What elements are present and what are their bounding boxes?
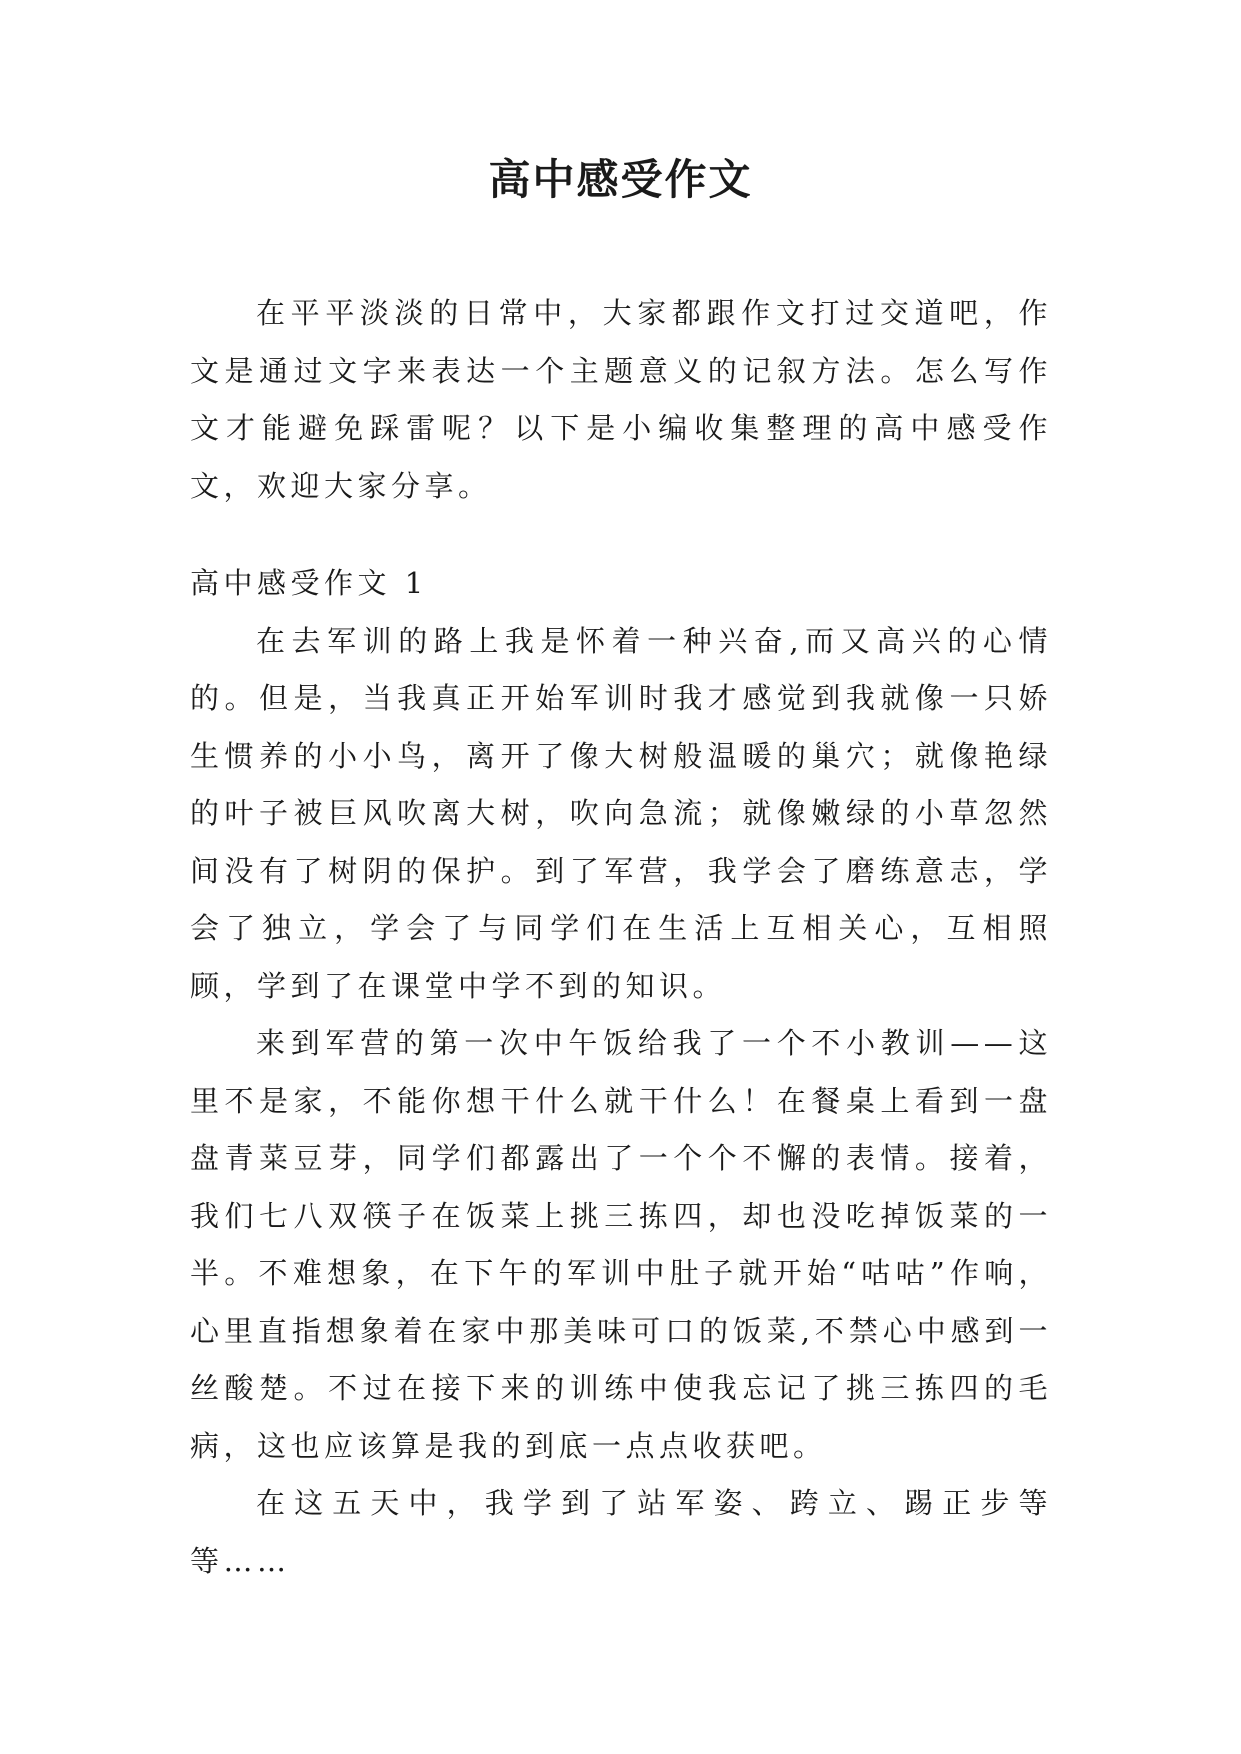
body-paragraph-1: 在去军训的路上我是怀着一种兴奋,而又高兴的心情的。但是，当我真正开始军训时我才感觉到我就像一只娇生惯养的小小鸟，离开了像大树般温暖的巢穴；就像艳绿的叶子被巨风吹离大树，吹向急流；就像嫩绿的小草忽然间没有了树阴的保护。到了军营，我学会了磨练意志，学会了独立，学会了与同学们在生活上互相关心，互相照顾，学到了在课堂中学不到的知识。 xyxy=(190,623,1052,1003)
document-body xyxy=(190,285,1052,1590)
section-spacer xyxy=(190,515,1052,555)
document-title: 高中感受作文 xyxy=(488,155,753,204)
body-paragraph-2: 来到军营的第一次中午饭给我了一个不小教训——这里不是家，不能你想干什么就干什么！在餐桌上看到一盘盘青菜豆芽，同学们都露出了一个个不懈的表情。接着，我们七八双筷子在饭菜上挑三拣四，却也没吃掉饭菜的一半。不难想象，在下午的军训中肚子就开始“咕咕”作响，心里直指想象着在家中那美味可口的饭菜,不禁心中感到一丝酸楚。不过在接下来的训练中使我忘记了挑三拣四的毛病，这也应该算是我的到底一点点收获吧。 xyxy=(190,1026,1052,1463)
intro-paragraph: 在平平淡淡的日常中，大家都跟作文打过交道吧，作文是通过文字来表达一个主题意义的记叙方法。怎么写作文才能避免踩雷呢？以下是小编收集整理的高中感受作文，欢迎大家分享。 xyxy=(190,296,1052,503)
body-paragraph-3: 在这五天中，我学到了站军姿、跨立、踢正步等等…… xyxy=(190,1486,1052,1578)
section-heading: 高中感受作文 1 xyxy=(190,566,428,600)
